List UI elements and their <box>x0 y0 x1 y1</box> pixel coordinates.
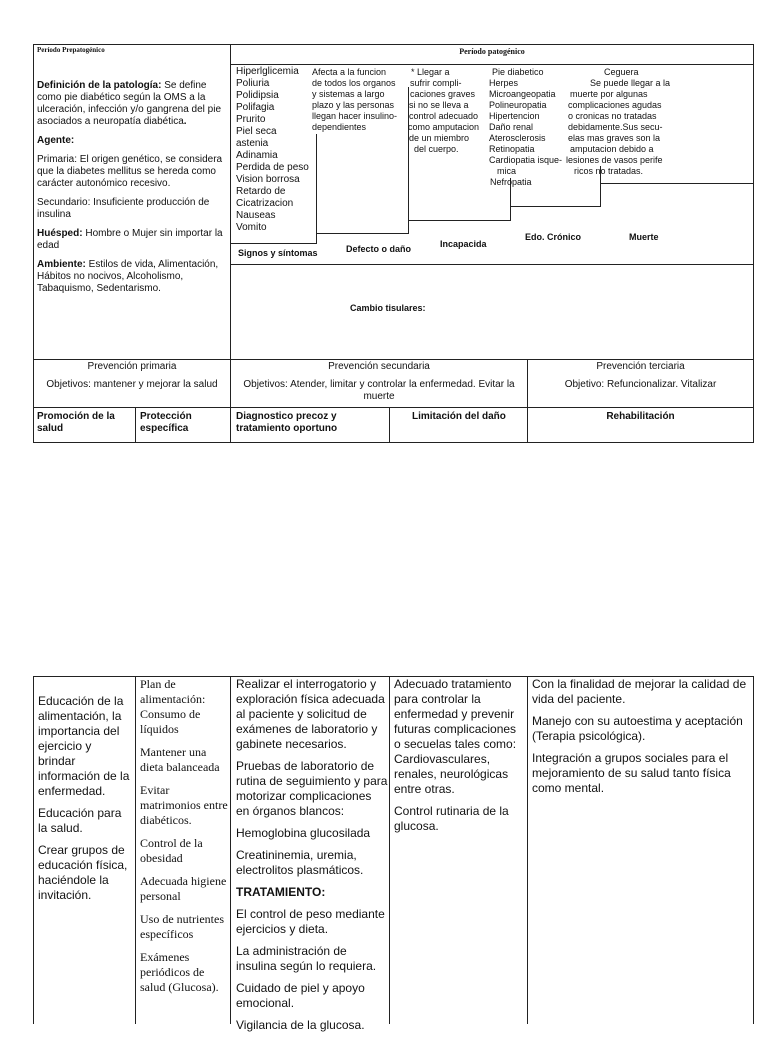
incapacidad-line: * Llegar a <box>411 67 450 77</box>
limitacion-column <box>394 677 526 841</box>
stage-incapacidad: Incapacida <box>440 239 487 249</box>
agente-primaria: Primaria: El origen genético, se considera que la diabetes mellitus se hereda como carácter autonómico recesivo. <box>37 154 223 189</box>
signo-item: Prurito <box>236 114 266 125</box>
prevencion-secundaria-obj: Objetivos: Atender, limitar y controlar la enfermedad. Evitar la muerte <box>243 379 515 402</box>
incapacidad-text <box>408 67 498 155</box>
cronico-line: Cardiopatia isque- <box>489 155 563 165</box>
promocion-column <box>38 694 132 910</box>
cronico-line: Polineuropatia <box>489 100 547 110</box>
incapacidad-line: control adecuado <box>409 111 479 121</box>
diagnostico-column <box>236 677 388 1040</box>
rehabilitacion-item: Con la finalidad de mejorar la calidad de vida del paciente. <box>532 677 747 706</box>
tratamiento-item: La administración de insulina según lo requiera. <box>236 944 377 973</box>
signo-item: Perdida de peso <box>236 162 309 173</box>
prevencion-primaria: Prevención primaria <box>87 361 177 372</box>
cronico-line: Aterosclerosis <box>489 133 546 143</box>
diagnostico-item: Realizar el interrogatorio y exploración física adecuada al paciente y solicitud de exámenes de laboratorio y gabinete necesarios. <box>236 677 385 751</box>
cronico-line: Microangeopatia <box>489 89 556 99</box>
muerte-line: complicaciones agudas <box>568 100 662 110</box>
incapacidad-line: como amputacion <box>408 122 480 132</box>
diagnostico-item: Pruebas de laboratorio de rutina de seguimiento y para motorizar complicaciones en órganos blancos: <box>236 759 388 818</box>
signo-item: Cicatrizacion <box>236 198 294 209</box>
muerte-line: Se puede llegar a la <box>590 78 671 88</box>
signo-item: Adinamia <box>236 150 278 161</box>
defecto-text <box>312 67 412 133</box>
agente-label: Agente: <box>37 135 75 146</box>
muerte-line: debidamente.Sus secu- <box>568 122 663 132</box>
prevencion-terciaria: Prevención terciaria <box>596 361 685 372</box>
stage-cronico: Edo. Crónico <box>525 232 581 242</box>
defecto-line: Afecta a la funcion <box>312 67 387 77</box>
ambiente-text: Estilos de vida, Alimentación, Hábitos no nocivos, Alcoholismo, Tabaquismo, Sedentarismo. <box>37 259 219 294</box>
header-promocion: Promoción de la salud <box>37 411 115 434</box>
incapacidad-line: de un miembro <box>409 133 470 143</box>
huesped-label: Huésped: <box>37 228 83 239</box>
defecto-line: llegan hacer insulino- <box>312 111 398 121</box>
signo-item: Retardo de <box>236 186 286 197</box>
header-rehabilitacion: Rehabilitación <box>606 411 675 422</box>
prepatogenico-content <box>37 80 223 302</box>
tratamiento-item: Vigilancia de la glucosa. <box>236 1018 365 1032</box>
definicion-text: Se define como pie diabético según la OMS a la ulceración, infección y/o gangrena del pie asociados a neuropatía diabética <box>37 80 222 127</box>
defecto-line: dependientes <box>312 122 367 132</box>
signo-item: astenia <box>236 138 269 149</box>
prevencion-terciaria-obj: Objetivo: Refuncionalizar. Vitalizar <box>564 379 717 390</box>
promocion-item: Educación para la salud. <box>38 806 122 835</box>
definicion-end: . <box>183 116 187 127</box>
proteccion-column <box>140 677 232 1003</box>
proteccion-item: Mantener una dieta balanceada <box>140 745 220 774</box>
stage-muerte: Muerte <box>629 232 659 242</box>
proteccion-item: Evitar matrimonios entre diabéticos. <box>140 783 228 827</box>
diagnostico-item: Hemoglobina glucosilada <box>236 826 371 840</box>
agente-secundario: Secundario: Insuficiente producción de insulina <box>37 197 210 220</box>
cronico-line: Retinopatia <box>489 144 535 154</box>
promocion-item: Educación de la alimentación, la importancia del ejercicio y brindar información de la enfermedad. <box>38 694 130 798</box>
ambiente <box>37 259 223 295</box>
ambiente-label: Ambiente: <box>37 259 86 270</box>
muerte-line: ricos no tratadas. <box>574 166 644 176</box>
defecto-line: de todos los organos <box>312 78 396 88</box>
proteccion-item: Control de la obesidad <box>140 836 203 865</box>
rehabilitacion-item: Manejo con su autoestima y aceptación (Terapia psicológica). <box>532 714 743 743</box>
definicion-label: Definición de la patología: <box>37 80 162 91</box>
prepatogenico-title: Período Prepatogénico <box>37 46 105 54</box>
signo-item: Vision borrosa <box>236 174 300 185</box>
proteccion-item: Uso de nutrientes específicos <box>140 912 224 941</box>
cronico-line: Nefropatia <box>490 177 532 187</box>
incapacidad-line: caciones graves <box>410 89 476 99</box>
incapacidad-line: si no se lleva a <box>409 100 469 110</box>
diagnostico-item: Creatininemia, uremia, electrolitos plasmáticos. <box>236 848 364 877</box>
incapacidad-line: del cuerpo. <box>414 144 459 154</box>
muerte-line: Ceguera <box>604 67 639 77</box>
signo-item: Nauseas <box>236 210 276 221</box>
limitacion-item: Adecuado tratamiento para controlar la enfermedad y prevenir futuras complicaciones o secuelas tales como: Cardiovasculares, renales, neurológicas entre otras. <box>394 677 517 796</box>
limitacion-item: Control rutinaria de la glucosa. <box>394 804 509 833</box>
cronico-line: Daño renal <box>489 122 534 132</box>
signos-list <box>236 66 316 234</box>
tratamiento-item: Cuidado de piel y apoyo emocional. <box>236 981 365 1010</box>
signo-item: Hiperlglicemia <box>236 66 299 77</box>
header-proteccion: Protección específica <box>140 411 192 434</box>
muerte-line: muerte por algunas <box>570 89 648 99</box>
cronico-line: Herpes <box>489 78 519 88</box>
huesped-text: Hombre o Mujer sin importar la edad <box>37 228 223 251</box>
muerte-line: amputacion debido a <box>570 144 654 154</box>
muerte-line: o cronicas no tratadas <box>568 111 657 121</box>
signo-item: Poliuria <box>236 78 270 89</box>
signo-item: Polidipsia <box>236 90 279 101</box>
rehabilitacion-column <box>532 677 752 803</box>
muerte-line: lesiones de vasos perife <box>566 155 663 165</box>
cronico-line: Hipertencion <box>489 111 540 121</box>
definicion <box>37 80 223 128</box>
muerte-line: elas mas graves son la <box>568 133 661 143</box>
tratamiento-item: El control de peso mediante ejercicios y dieta. <box>236 907 385 936</box>
stage-defecto: Defecto o daño <box>346 244 412 254</box>
header-limitacion: Limitación del daño <box>412 411 506 422</box>
proteccion-item: Exámenes periódicos de salud (Glucosa). <box>140 950 219 994</box>
signo-item: Vomito <box>236 222 267 233</box>
signo-item: Piel seca <box>236 126 277 137</box>
header-diagnostico: Diagnostico precoz y tratamiento oportuno <box>236 411 338 434</box>
huesped <box>37 228 223 252</box>
defecto-line: plazo y las personas <box>312 100 395 110</box>
cronico-line: Pie diabetico <box>492 67 544 77</box>
proteccion-item: Adecuada higiene personal <box>140 874 227 903</box>
rehabilitacion-item: Integración a grupos sociales para el mejoramiento de su salud tanto física como mental. <box>532 751 731 795</box>
cronico-text <box>489 67 571 188</box>
muerte-text <box>566 67 688 177</box>
promocion-item: Crear grupos de educación física, haciéndole la invitación. <box>38 843 128 902</box>
cronico-line: mica <box>497 166 517 176</box>
tratamiento-label: TRATAMIENTO: <box>236 885 326 899</box>
cambio-tisulares: Cambio tisulares: <box>350 303 426 313</box>
prevencion-primaria-obj: Objetivos: mantener y mejorar la salud <box>46 379 218 390</box>
patogenico-title: Período patogénico <box>459 47 525 56</box>
incapacidad-line: sufrir compli- <box>410 78 462 88</box>
signo-item: Polifagia <box>236 102 275 113</box>
defecto-line: y sistemas a largo <box>312 89 385 99</box>
proteccion-item: Plan de alimentación: Consumo de líquidos <box>140 677 206 736</box>
stage-signos: Signos y síntomas <box>238 248 318 258</box>
prevencion-secundaria: Prevención secundaria <box>328 361 430 372</box>
